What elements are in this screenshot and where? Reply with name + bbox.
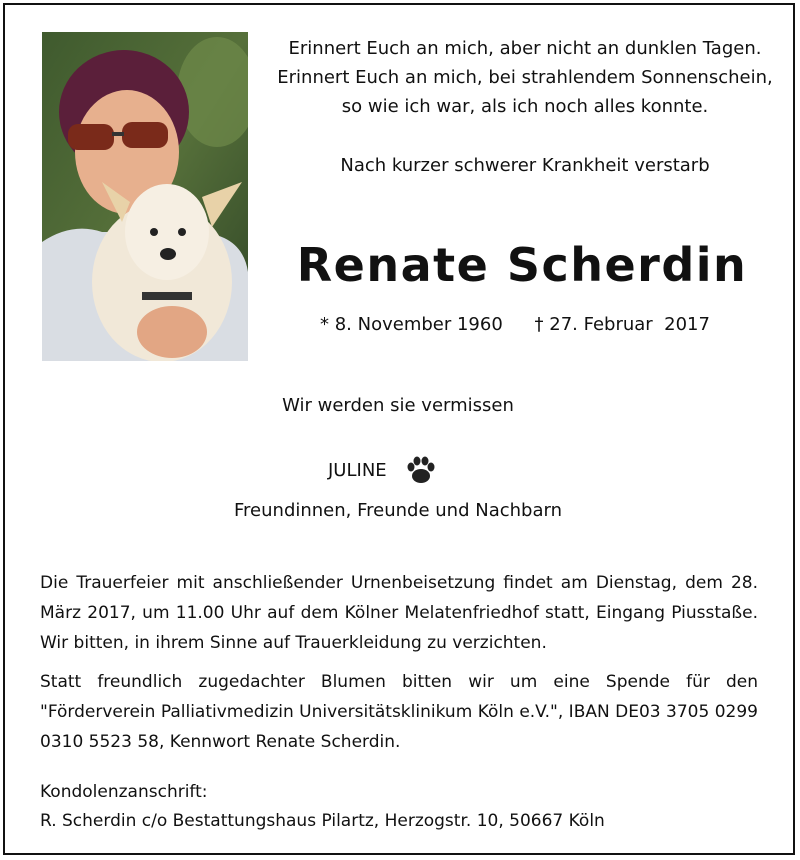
poem-line: so wie ich war, als ich noch alles konnte. bbox=[341, 96, 709, 117]
condolence-label: Kondolenzanschrift: bbox=[40, 782, 208, 802]
condolence-address: R. Scherdin c/o Bestattungshaus Pilartz, Herzogstr. 10, 50667 Köln bbox=[40, 811, 605, 831]
deceased-name: Renate Scherdin bbox=[296, 238, 748, 292]
mourner-group: Freundinnen, Freunde und Nachbarn bbox=[234, 500, 562, 521]
poem-line: Erinnert Euch an mich, bei strahlendem Sonnenschein, bbox=[277, 67, 773, 88]
life-dates bbox=[320, 314, 710, 335]
paw-print-icon bbox=[405, 454, 437, 486]
poem bbox=[260, 34, 790, 121]
birth-date: * 8. November 1960 bbox=[320, 314, 503, 335]
announcement-text: Nach kurzer schwerer Krankheit verstarb bbox=[340, 155, 710, 176]
pet-name: JULINE bbox=[328, 459, 387, 481]
death-date: † 27. Februar 2017 bbox=[534, 314, 710, 335]
ceremony-paragraph: Die Trauerfeier mit anschließender Urnenbeisetzung findet am Dienstag, dem 28. März 2017, um 11.00 Uhr auf dem Kölner Melatenfriedhof statt, Eingang Piusstaße. Wir bitten, in ihrem Sinne auf Trauerkleidung zu verzichten. bbox=[40, 573, 758, 653]
portrait-photo bbox=[42, 32, 248, 361]
pet-signature bbox=[328, 454, 437, 486]
donation-paragraph: Statt freundlich zugedachter Blumen bitten wir um eine Spende für den "Förderverein Palliativmedizin Universitätsklinikum Köln e.V.", IBAN DE03 3705 0299 0310 5523 58, Kennwort Renate Scherdin. bbox=[40, 672, 758, 752]
poem-line: Erinnert Euch an mich, aber nicht an dunklen Tagen. bbox=[288, 38, 762, 59]
mourning-line: Wir werden sie vermissen bbox=[282, 395, 514, 416]
